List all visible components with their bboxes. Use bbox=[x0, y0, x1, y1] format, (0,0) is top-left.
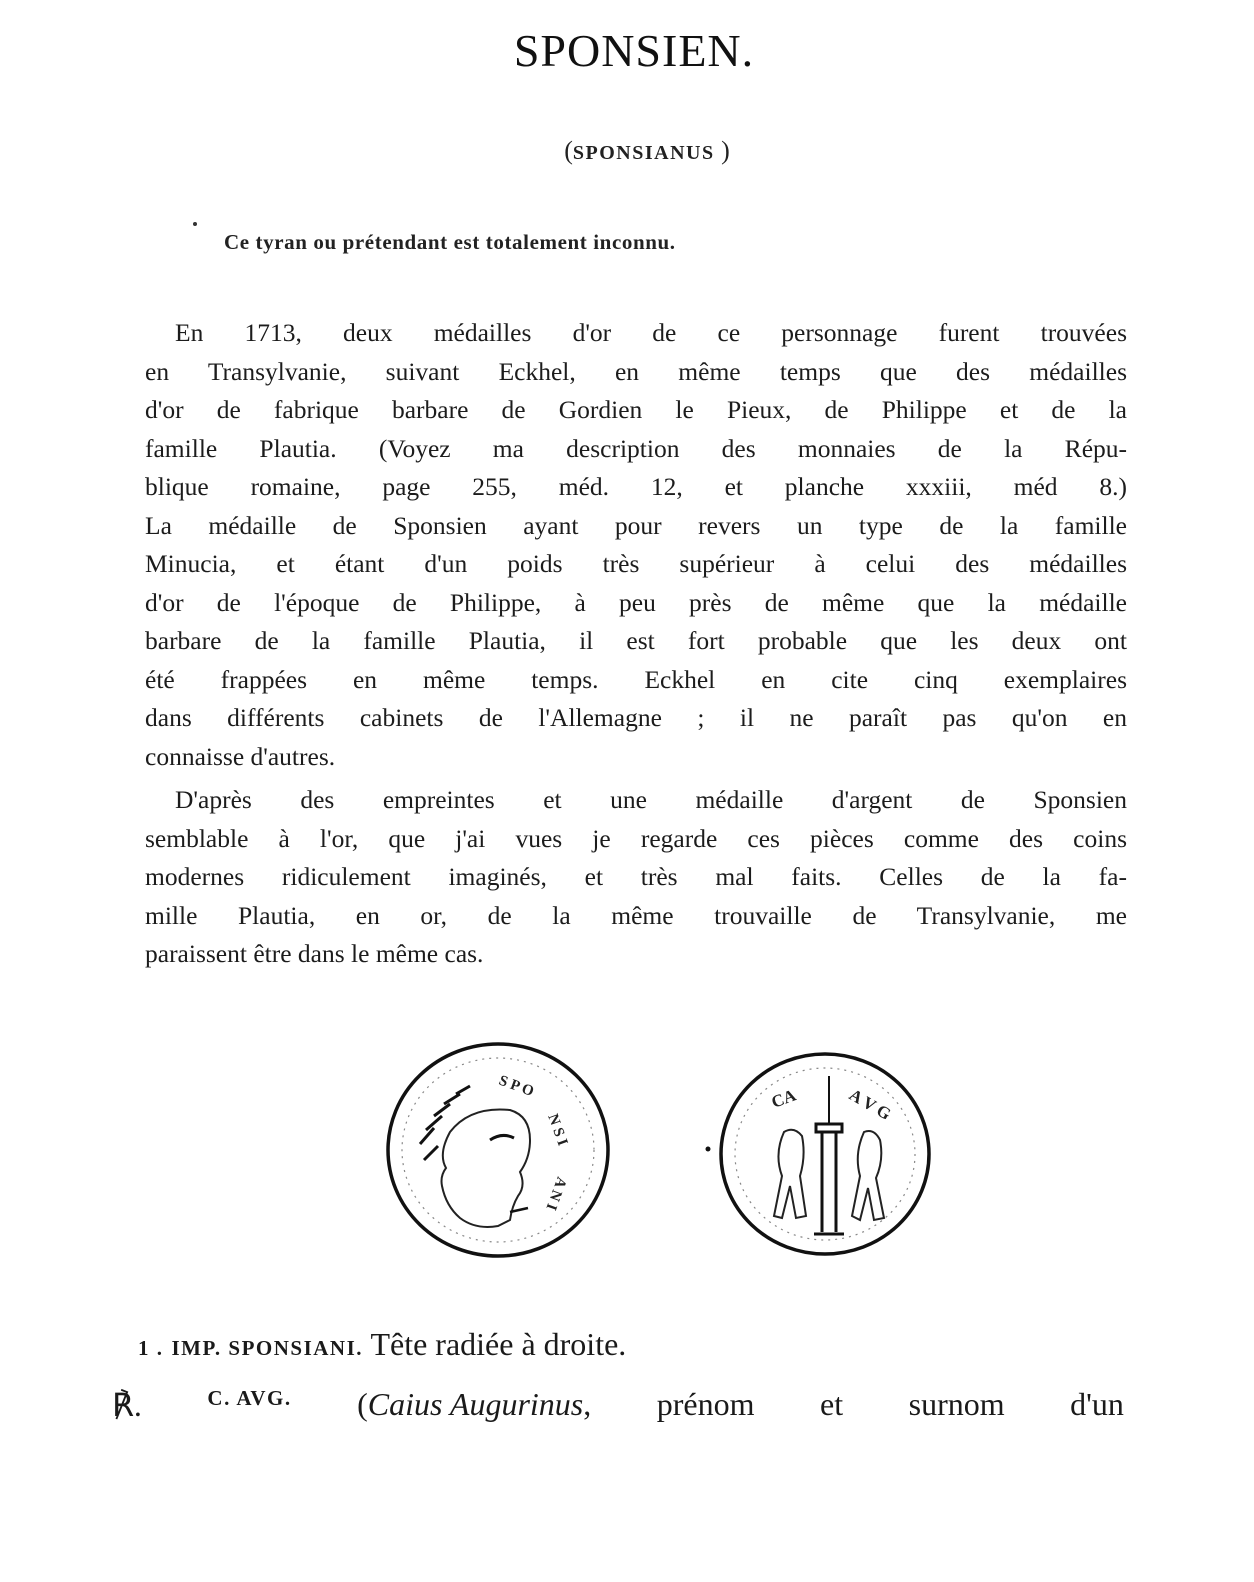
obverse-legend-text: IMP. SPONSIANI. bbox=[171, 1336, 364, 1360]
svg-text:A V G: A V G bbox=[846, 1085, 895, 1124]
print-speck bbox=[706, 1147, 711, 1152]
text-line: barbare de la famille Plautia, il est fort probable que les deux ont bbox=[145, 626, 1127, 655]
paragraph-discovery bbox=[145, 314, 1127, 776]
italic-name: Caius Augurinus bbox=[367, 1386, 584, 1422]
svg-text:N S I: N S I bbox=[544, 1111, 571, 1148]
text-line: En 1713, deux médailles d'or de ce personnage furent trouvées bbox=[175, 318, 1127, 347]
page-title: SPONSIEN. bbox=[513, 25, 755, 76]
text-line: d'or de l'époque de Philippe, à peu près de même que la médaille bbox=[145, 587, 1127, 617]
obverse-description: Tête radiée à droite. bbox=[370, 1326, 627, 1362]
coin-obverse-illustration bbox=[380, 1036, 620, 1266]
catalog-entry-1 bbox=[138, 1326, 626, 1363]
svg-text:S P O: S P O bbox=[496, 1072, 536, 1101]
catalog-entry-reverse bbox=[112, 1386, 1124, 1424]
text-line: semblable à l'or, que j'ai vues je regarde ces pièces comme des coins bbox=[145, 823, 1127, 853]
coin-rim bbox=[721, 1054, 929, 1254]
entry-number: 1 . bbox=[138, 1336, 164, 1360]
text-line: Minucia, et étant d'un poids très supérieur à celui des médailles bbox=[145, 549, 1127, 578]
svg-text:CA: CA bbox=[768, 1085, 799, 1112]
text-line: modernes ridiculement imaginés, et très mal faits. Celles de la fa- bbox=[145, 862, 1127, 891]
coin-illustrations bbox=[380, 1036, 940, 1266]
paragraph-forgery-opinion bbox=[145, 781, 1127, 974]
reverse-word: et bbox=[820, 1386, 844, 1422]
reverse-symbol: ℟. bbox=[112, 1387, 142, 1423]
intro-line: Ce tyran ou prétendant est totalement inconnu. bbox=[224, 230, 676, 254]
coin-reverse-illustration bbox=[698, 1036, 938, 1266]
text-line: famille Plautia. (Voyez ma description des monnaies de la Répu- bbox=[145, 433, 1127, 463]
subtitle-open-paren: ( bbox=[564, 136, 573, 165]
text-line: D'après des empreintes et une médaille d'argent de Sponsien bbox=[175, 785, 1127, 814]
text-line: dans différents cabinets de l'Allemagne ; il ne paraît pas qu'on en bbox=[145, 703, 1127, 732]
subtitle-latin-name: SPONSIANUS bbox=[572, 142, 715, 164]
text-line: en Transylvanie, suivant Eckhel, en même temps que des médailles bbox=[145, 356, 1127, 386]
reverse-name-group bbox=[357, 1386, 591, 1424]
comma: , bbox=[583, 1386, 592, 1422]
text-line: d'or de fabrique barbare de Gordien le Pieux, de Philippe et de la bbox=[145, 395, 1127, 424]
text-line: La médaille de Sponsien ayant pour revers un type de la famille bbox=[145, 510, 1127, 540]
reverse-word: prénom bbox=[656, 1386, 755, 1422]
coin-rim bbox=[388, 1044, 608, 1256]
paren-open: ( bbox=[357, 1386, 368, 1422]
svg-text:A N I: A N I bbox=[542, 1174, 570, 1213]
subtitle-close-paren: ) bbox=[714, 136, 730, 165]
print-speck bbox=[193, 222, 197, 226]
text-line: paraissent être dans le même cas. bbox=[145, 939, 484, 968]
text-line: été frappées en même temps. Eckhel en cite cinq exemplaires bbox=[145, 664, 1127, 694]
text-line: connaisse d'autres. bbox=[145, 741, 336, 771]
reverse-word: surnom bbox=[908, 1386, 1005, 1422]
reverse-word: d'un bbox=[1070, 1386, 1124, 1422]
reverse-legend-text: C. AVG. bbox=[207, 1386, 292, 1410]
text-line: blique romaine, page 255, méd. 12, et planche xxxiii, méd 8.) bbox=[145, 472, 1127, 501]
text-line: mille Plautia, en or, de la même trouvaille de Transylvanie, me bbox=[145, 900, 1127, 930]
page-subtitle bbox=[0, 136, 1254, 166]
